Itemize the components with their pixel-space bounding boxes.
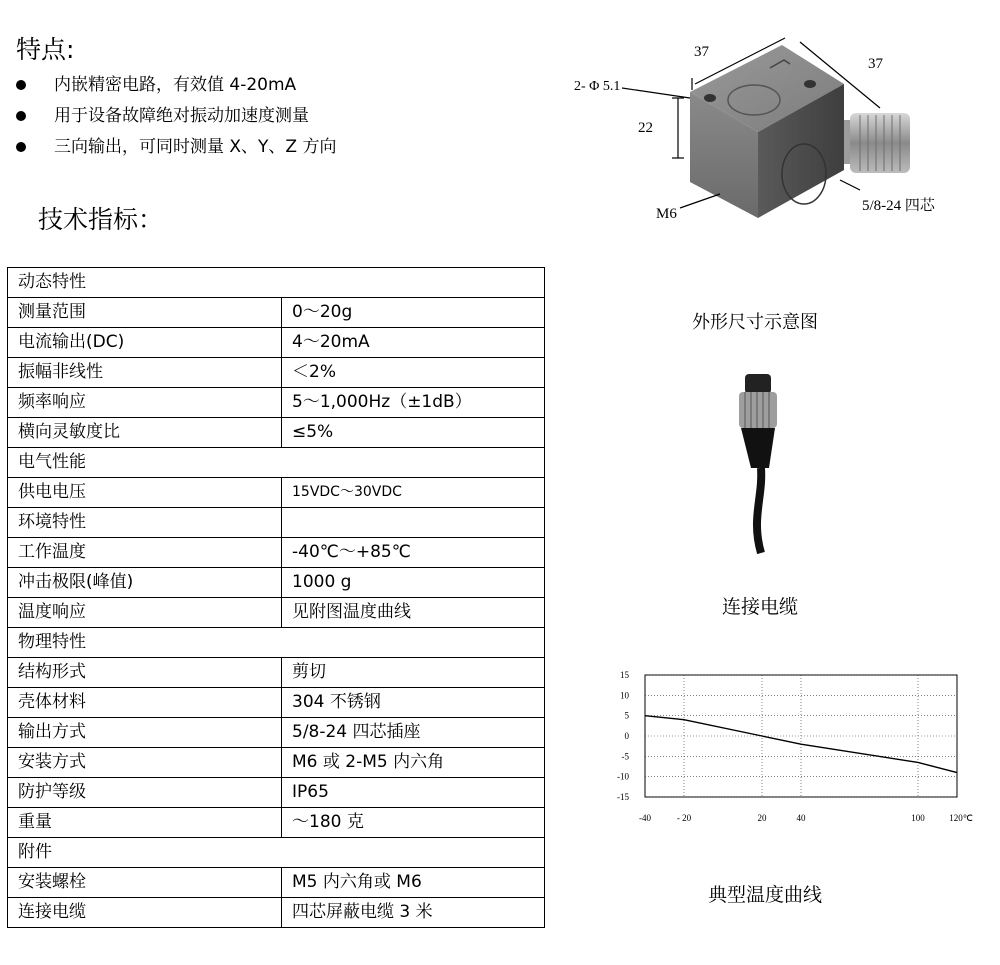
table-row xyxy=(8,898,545,928)
spec-value: 0～20g xyxy=(282,298,545,328)
spec-key: 防护等级 xyxy=(8,778,282,808)
spec-key: 冲击极限(峰值) xyxy=(8,568,282,598)
y-tick-label: -5 xyxy=(621,751,629,762)
diagram-caption: 外形尺寸示意图 xyxy=(692,312,818,333)
connector-label: 5/8-24 四芯 xyxy=(862,198,935,214)
feature-item xyxy=(16,101,336,132)
x-tick-label: 20 xyxy=(757,813,767,823)
specs-title: 技术指标： xyxy=(38,205,164,234)
dim-top-label: 37 xyxy=(694,44,709,60)
table-row xyxy=(8,658,545,688)
dim-height-label: 22 xyxy=(638,120,653,136)
feature-text: 三向输出，可同时测量 X、Y、Z 方向 xyxy=(54,137,337,157)
sensor-cube-icon xyxy=(690,45,844,218)
features-title: 特点: xyxy=(16,35,75,64)
table-row xyxy=(8,778,545,808)
table-row xyxy=(8,598,545,628)
spec-key: 工作温度 xyxy=(8,538,282,568)
spec-value: 见附图温度曲线 xyxy=(282,598,545,628)
x-tick-label: - 20 xyxy=(676,813,692,823)
table-row xyxy=(8,298,545,328)
spec-key: 环境特性 xyxy=(8,508,282,538)
section-row xyxy=(8,838,545,868)
feature-text: 内嵌精密电路，有效值 4-20mA xyxy=(54,75,297,95)
dimension-diagram xyxy=(570,20,990,250)
section-row xyxy=(8,628,545,658)
spec-value: 4～20mA xyxy=(282,328,545,358)
x-tick-label: 120℃ xyxy=(949,813,973,823)
spec-value: 四芯屏蔽电缆 3 米 xyxy=(282,898,545,928)
spec-value: M5 内六角或 M6 xyxy=(282,868,545,898)
table-row xyxy=(8,478,545,508)
spec-key: 连接电缆 xyxy=(8,898,282,928)
x-tick-label: 100 xyxy=(911,813,925,823)
cable-icon xyxy=(739,374,777,553)
section-row xyxy=(8,268,545,298)
temperature-chart xyxy=(605,665,985,835)
spec-value: ≤5% xyxy=(282,418,545,448)
table-row xyxy=(8,358,545,388)
spec-key: 测量范围 xyxy=(8,298,282,328)
spec-value: ＜2% xyxy=(282,358,545,388)
table-row xyxy=(8,808,545,838)
feature-item xyxy=(16,132,336,163)
chart-caption: 典型温度曲线 xyxy=(707,884,822,906)
spec-value: IP65 xyxy=(282,778,545,808)
cable-caption: 连接电缆 xyxy=(721,596,798,618)
spec-value: ～180 克 xyxy=(282,808,545,838)
spec-key: 输出方式 xyxy=(8,718,282,748)
features-list xyxy=(16,70,336,163)
section-label: 物理特性 xyxy=(8,628,545,658)
table-row xyxy=(8,868,545,898)
bullet-icon xyxy=(16,111,26,121)
spec-key: 安装方式 xyxy=(8,748,282,778)
spec-value: 1000 g xyxy=(282,568,545,598)
y-tick-label: 15 xyxy=(620,670,629,680)
y-tick-label: 10 xyxy=(620,690,629,701)
table-row xyxy=(8,688,545,718)
spec-key: 结构形式 xyxy=(8,658,282,688)
spec-value: 5～1,000Hz（±1dB） xyxy=(282,388,545,418)
mount-label: M6 xyxy=(656,206,677,222)
y-tick-label: 0 xyxy=(624,731,629,741)
table-row xyxy=(8,508,545,538)
spec-key: 横向灵敏度比 xyxy=(8,418,282,448)
spec-value xyxy=(282,508,545,538)
dim-right-label: 37 xyxy=(868,56,883,72)
table-row xyxy=(8,538,545,568)
spec-value: 15VDC～30VDC xyxy=(282,478,545,508)
spec-key: 安装螺栓 xyxy=(8,868,282,898)
section-row xyxy=(8,448,545,478)
table-row xyxy=(8,568,545,598)
table-row xyxy=(8,748,545,778)
temperature-curve xyxy=(645,716,957,773)
y-tick-label: -15 xyxy=(617,792,629,802)
section-label: 电气性能 xyxy=(8,448,545,478)
section-label: 附件 xyxy=(8,838,545,868)
section-label: 动态特性 xyxy=(8,268,545,298)
table-row xyxy=(8,418,545,448)
bullet-icon xyxy=(16,80,26,90)
spec-value: 304 不锈钢 xyxy=(282,688,545,718)
spec-key: 壳体材料 xyxy=(8,688,282,718)
spec-key: 频率响应 xyxy=(8,388,282,418)
cable-image xyxy=(715,368,805,558)
x-tick-label: -40 xyxy=(639,813,651,823)
feature-item xyxy=(16,70,336,101)
y-tick-label: -10 xyxy=(617,771,629,782)
table-row xyxy=(8,328,545,358)
table-row xyxy=(8,388,545,418)
spec-key: 温度响应 xyxy=(8,598,282,628)
spec-value: 5/8-24 四芯插座 xyxy=(282,718,545,748)
spec-key: 电流输出(DC) xyxy=(8,328,282,358)
bullet-icon xyxy=(16,142,26,152)
spec-key: 供电电压 xyxy=(8,478,282,508)
spec-key: 振幅非线性 xyxy=(8,358,282,388)
feature-text: 用于设备故障绝对振动加速度测量 xyxy=(54,106,309,126)
spec-value: -40℃～+85℃ xyxy=(282,538,545,568)
spec-value: 剪切 xyxy=(282,658,545,688)
x-tick-label: 40 xyxy=(796,813,806,823)
y-tick-label: 5 xyxy=(624,710,629,721)
specs-table xyxy=(7,267,545,928)
spec-value: M6 或 2-M5 内六角 xyxy=(282,748,545,778)
table-row xyxy=(8,718,545,748)
spec-key: 重量 xyxy=(8,808,282,838)
hole-label: 2- Φ 5.1 xyxy=(574,79,621,94)
